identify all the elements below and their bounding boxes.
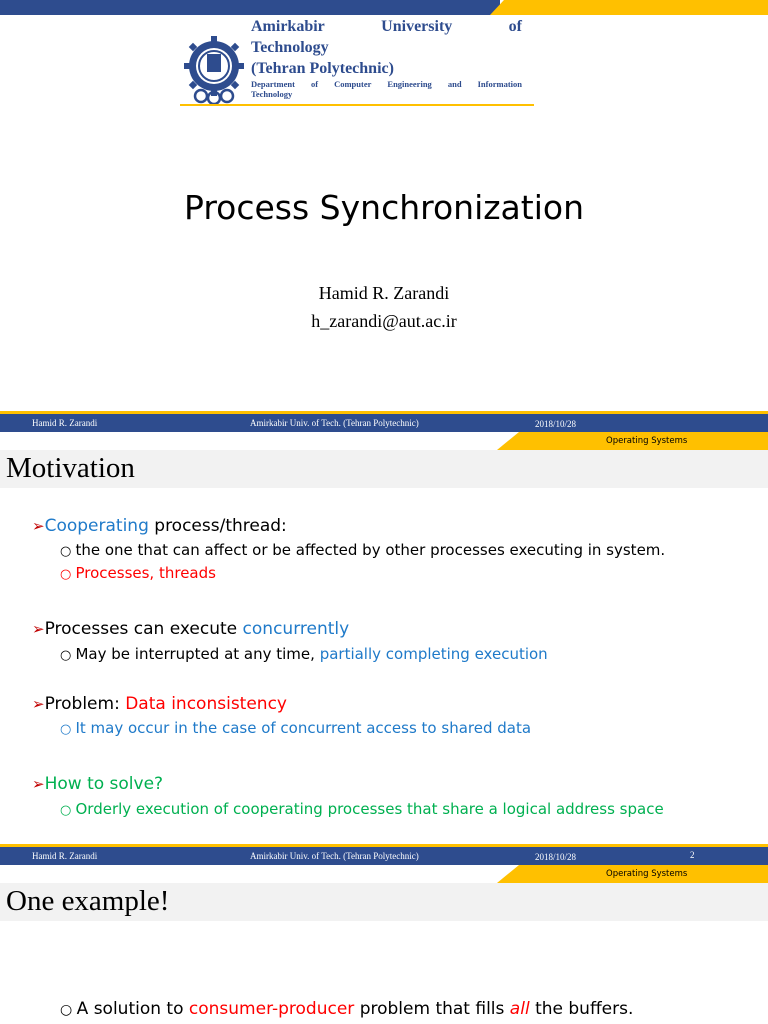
- top-gold-bar: [490, 0, 768, 15]
- sub-bullet: [60, 564, 216, 582]
- department-word: Computer: [334, 79, 372, 89]
- author-email: h_zarandi@aut.ac.ir: [311, 311, 457, 331]
- footer-institution: Amirkabir Univ. of Tech. (Tehran Polytechnic): [250, 851, 419, 861]
- sub-bullet-text: Orderly execution of cooperating processes that share a logical address space: [75, 800, 664, 818]
- university-name-line1: [251, 17, 522, 37]
- footer-course: Operating Systems: [606, 869, 688, 879]
- university-word: University: [381, 18, 453, 35]
- arrow-bullet-icon: ➢: [32, 517, 45, 535]
- ring-bullet-icon: ○: [60, 803, 76, 818]
- ring-bullet-icon: ○: [60, 648, 76, 663]
- ring-bullet-icon: ○: [60, 544, 76, 559]
- university-word: Amirkabir: [251, 18, 325, 35]
- department-word: and: [447, 79, 462, 89]
- department-word: Engineering: [387, 79, 432, 89]
- sub-bullet-text: Processes, threads: [75, 564, 216, 582]
- footer-course: Operating Systems: [606, 436, 688, 446]
- bullet-how-to-solve: [32, 774, 163, 794]
- department-line1: [251, 79, 522, 89]
- bullet-text: process/thread:: [148, 516, 287, 536]
- sub-bullet-emphasis: all: [509, 999, 530, 1019]
- ring-bullet-icon: ○: [60, 722, 76, 737]
- ring-bullet-icon: ○: [60, 567, 76, 582]
- sub-bullet-text: A solution to: [76, 999, 189, 1019]
- university-logo-icon: [179, 32, 249, 104]
- bullet-problem: [32, 694, 287, 714]
- bullet-concurrently: [32, 619, 349, 639]
- sub-bullet-text: problem that fills: [354, 999, 510, 1019]
- sub-bullet: [60, 541, 665, 559]
- bullet-cooperating: [32, 516, 287, 536]
- slide-heading: One example!: [6, 885, 170, 917]
- sub-bullet-text: the buffers.: [529, 999, 634, 1019]
- arrow-bullet-icon: ➢: [32, 620, 45, 638]
- top-blue-bar: [0, 0, 500, 15]
- footer-institution: Amirkabir Univ. of Tech. (Tehran Polytechnic): [250, 418, 419, 428]
- arrow-bullet-icon: ➢: [32, 775, 45, 793]
- department-word: Information: [477, 79, 522, 89]
- sub-bullet-text: May be interrupted at any time,: [75, 645, 320, 663]
- sub-bullet: [60, 999, 633, 1019]
- bullet-highlight: Cooperating: [44, 516, 149, 536]
- sub-bullet-highlight: consumer-producer: [188, 999, 355, 1019]
- slide-heading: Motivation: [6, 452, 135, 484]
- university-word: of: [508, 18, 522, 35]
- footer-author: Hamid R. Zarandi: [32, 851, 98, 861]
- page-number: 2: [690, 850, 695, 860]
- arrow-bullet-icon: ➢: [32, 695, 45, 713]
- bullet-highlight: concurrently: [242, 619, 350, 639]
- department-line2: Technology: [251, 89, 293, 99]
- sub-bullet: [60, 800, 664, 818]
- department-word: Department: [251, 79, 295, 89]
- footer-author: Hamid R. Zarandi: [32, 418, 98, 428]
- bullet-text: How to solve?: [44, 774, 164, 794]
- author-name: Hamid R. Zarandi: [318, 283, 450, 303]
- sub-bullet-text: It may occur in the case of concurrent access to shared data: [75, 719, 532, 737]
- bullet-text: Problem:: [44, 694, 126, 714]
- sub-bullet-text: the one that can affect or be affected by other processes executing in system.: [75, 541, 666, 559]
- presentation-title: Process Synchronization: [184, 188, 584, 227]
- footer-date: 2018/10/28: [535, 852, 577, 862]
- university-name-line3: (Tehran Polytechnic): [251, 60, 394, 77]
- bullet-text: Processes can execute: [44, 619, 243, 639]
- ring-bullet-icon: ○: [60, 1002, 77, 1018]
- sub-bullet-highlight: partially completing execution: [319, 645, 548, 663]
- footer-date: 2018/10/28: [535, 419, 577, 429]
- university-name-line2: Technology: [251, 39, 329, 56]
- department-word: of: [310, 79, 319, 89]
- sub-bullet: [60, 719, 531, 737]
- sub-bullet: [60, 645, 548, 663]
- header-underline: [180, 104, 534, 106]
- bullet-highlight: Data inconsistency: [125, 694, 287, 714]
